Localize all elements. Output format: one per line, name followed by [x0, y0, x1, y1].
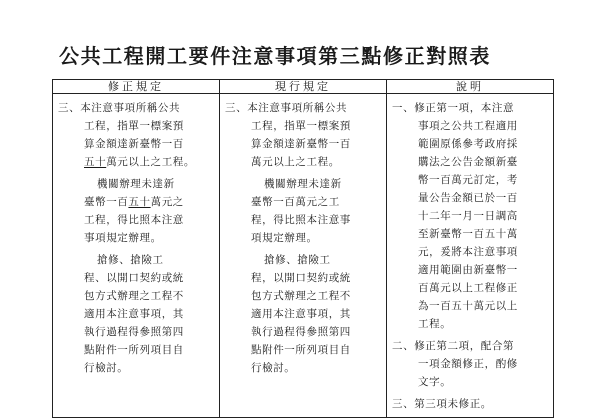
text-line: 量公告金額已於一百: [418, 192, 518, 204]
amended-rule-cell: [53, 94, 220, 418]
header-row: [53, 80, 554, 94]
current-paragraph-1: [225, 99, 382, 171]
header-amended-rule: 修正規定: [53, 80, 220, 94]
content-row: [53, 94, 554, 418]
current-rule-cell: [220, 94, 387, 418]
text-line: 臺幣一百萬元之工: [251, 196, 340, 208]
explanation-cell: [387, 94, 554, 418]
text-line: 適用本注意事項，其: [251, 308, 351, 320]
text-line: 程，得比照本注意事: [251, 214, 351, 226]
text-line: 二、修正第二項，配合第: [392, 340, 515, 352]
text-line: 程、以開口契約或統: [84, 272, 184, 284]
text-line: 一項金額修正，酌修: [418, 358, 518, 370]
text-line: 項規定辦理。: [251, 232, 318, 244]
text-line: 元，爰將本注意事項: [418, 246, 518, 258]
text-line: 行檢討。: [251, 362, 296, 374]
text-fragment: 萬元之: [150, 196, 184, 208]
text-line: 萬元以上之工程。: [251, 156, 340, 168]
text-line: 工程。: [418, 318, 452, 330]
text-line: 至新臺幣一百五十萬: [418, 228, 518, 240]
text-line: [58, 193, 215, 211]
text-line: 搶修、搶險工: [97, 254, 164, 266]
text-fragment: 臺幣一百: [84, 196, 129, 208]
text-line: 算金額達新臺幣一百: [84, 138, 184, 150]
text-line: 範圍原係參考政府採: [418, 138, 518, 150]
text-line: 程，以開口契約或統: [251, 272, 351, 284]
text-line: [58, 153, 215, 171]
text-line: 文字。: [418, 376, 452, 388]
text-line: 執行過程得參照第四: [251, 326, 351, 338]
text-line: 機關辦理未達新: [97, 178, 175, 190]
text-line: 點附件一所列項目自: [84, 344, 184, 356]
text-line: 三、本注意事項所稱公共: [225, 102, 348, 114]
text-line: 購法之公告金額新臺: [418, 156, 518, 168]
text-line: 包方式辦理之工程不: [251, 290, 351, 302]
amended-amount-underlined: 五十: [84, 156, 107, 168]
text-fragment: 萬元以上之工程。: [106, 156, 196, 168]
text-line: 幣一百萬元訂定，考: [418, 174, 518, 186]
header-explanation: 說明: [387, 80, 554, 94]
text-line: 執行過程得參照第四: [84, 326, 184, 338]
text-line: 工程，指單一標案預: [251, 120, 351, 132]
explanation-item-2: [392, 337, 549, 391]
comparison-table: [52, 79, 554, 418]
text-line: 適用範圍由新臺幣一: [418, 264, 518, 276]
text-line: 適用本注意事項，其: [84, 308, 184, 320]
text-line: 點附件一所列項目自: [251, 344, 351, 356]
text-line: 工程，指單一標案預: [84, 120, 184, 132]
text-line: 三、第三項未修正。: [392, 398, 492, 410]
text-line: 包方式辦理之工程不: [84, 290, 184, 302]
amended-amount-underlined: 五十: [128, 196, 151, 208]
current-paragraph-2: [225, 175, 382, 247]
current-paragraph-3: [225, 251, 382, 377]
explanation-item-3: [392, 395, 549, 413]
text-line: 行檢討。: [84, 362, 129, 374]
text-line: 為一百五十萬元以上: [418, 300, 518, 312]
text-line: 三、本注意事項所稱公共: [58, 102, 181, 114]
amended-paragraph-3: [58, 251, 215, 377]
text-line: 百萬元以上工程修正: [418, 282, 518, 294]
header-current-rule: 現行規定: [220, 80, 387, 94]
text-line: 搶修、搶險工: [264, 254, 331, 266]
text-line: 事項規定辦理。: [84, 232, 162, 244]
amended-paragraph-1: [58, 99, 215, 171]
text-line: 算金額達新臺幣一百: [251, 138, 351, 150]
text-line: 事項之公共工程適用: [418, 120, 518, 132]
text-line: 工程，得比照本注意: [84, 214, 184, 226]
text-line: 一、修正第一項，本注意: [392, 102, 515, 114]
explanation-item-1: [392, 99, 549, 333]
text-line: 十二年一月一日調高: [418, 210, 518, 222]
text-line: 機關辦理未達新: [264, 178, 342, 190]
document-title: 公共工程開工要件注意事項第三點修正對照表: [59, 44, 491, 68]
amended-paragraph-2: [58, 175, 215, 247]
